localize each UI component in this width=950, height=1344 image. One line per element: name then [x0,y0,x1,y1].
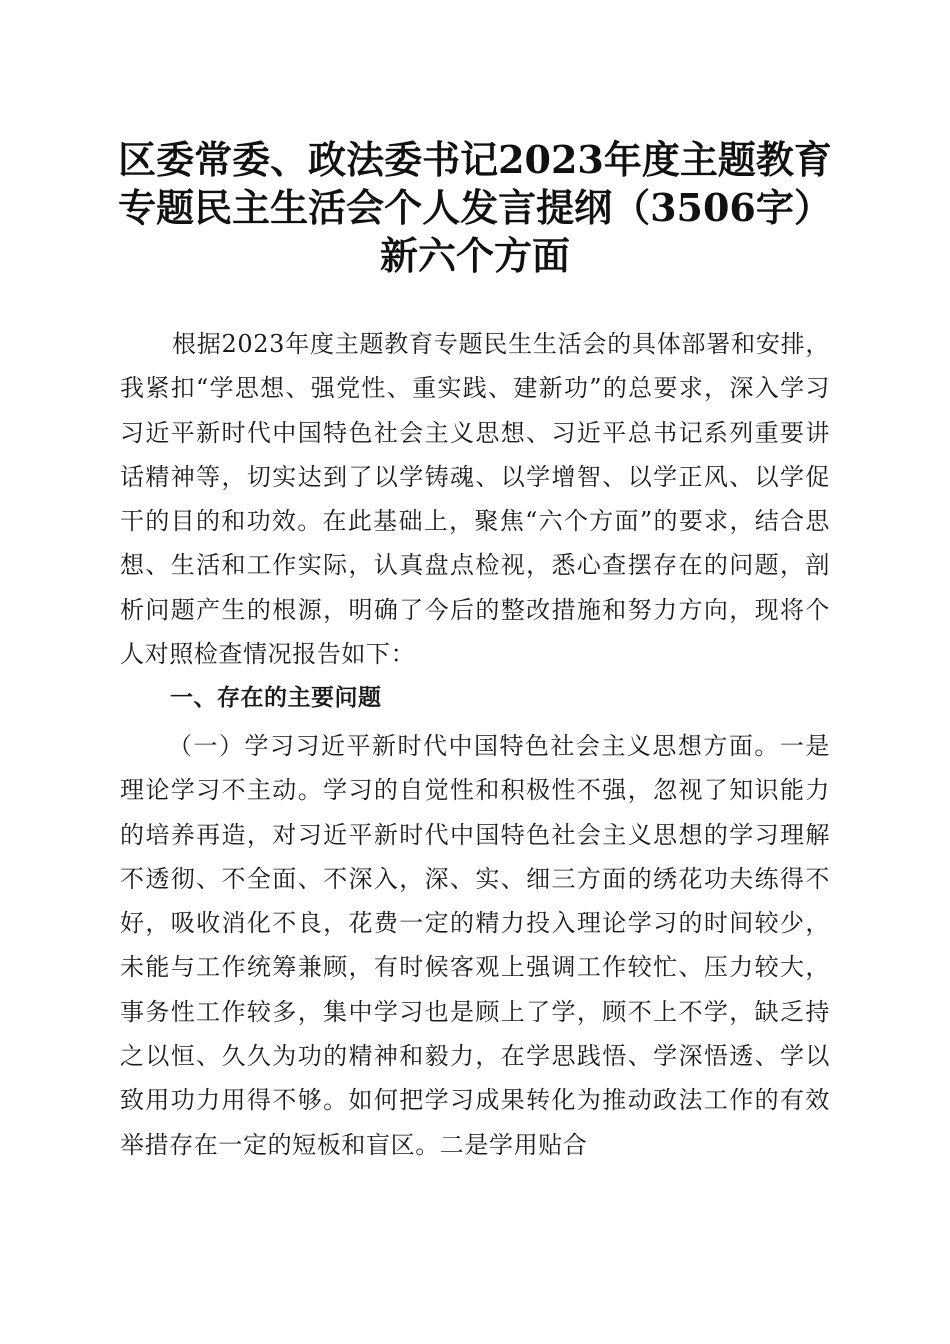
intro-paragraph: 根据2023年度主题教育专题民生生活会的具体部署和安排，我紧扣“学思想、强党性、重实践、建新功”的总要求，深入学习习近平新时代中国特色社会主义思想、习近平总书记系列重要讲话精神等，切实达到了以学铸魂、以学增智、以学正风、以学促干的目的和功效。在此基础上，聚焦“六个方面”的要求，结合思想、生活和工作实际，认真盘点检视，悉心查摆存在的问题，剖析问题产生的根源，明确了今后的整改措施和努力方向，现将个人对照检查情况报告如下： [120,330,830,669]
section-heading: 一、存在的主要问题 [170,685,382,711]
section-1-paragraph: （一）学习习近平新时代中国特色社会主义思想方面。一是理论学习不主动。学习的自觉性和积极性不强，忽视了知识能力的培养再造，对习近平新时代中国特色社会主义思想的学习理解不透彻、不全面、不深入，深、实、细三方面的绣花功夫练得不好，吸收消化不良，花费一定的精力投入理论学习的时间较少，未能与工作统筹兼顾，有时候客观上强调工作较忙、压力较大，事务性工作较多，集中学习也是顾上了学，顾不上不学，缺乏持之以恒、久久为功的精神和毅力，在学思践悟、学深悟透、学以致用功力用得不够。如何把学习成果转化为推动政法工作的有效举措存在一定的短板和盲区。二是学用贴合 [120,732,830,1159]
document-title: 区委常委、政法委书记2023年度主题教育专题民主生活会个人发言提纲（3506字）新六个方面 [118,137,832,278]
